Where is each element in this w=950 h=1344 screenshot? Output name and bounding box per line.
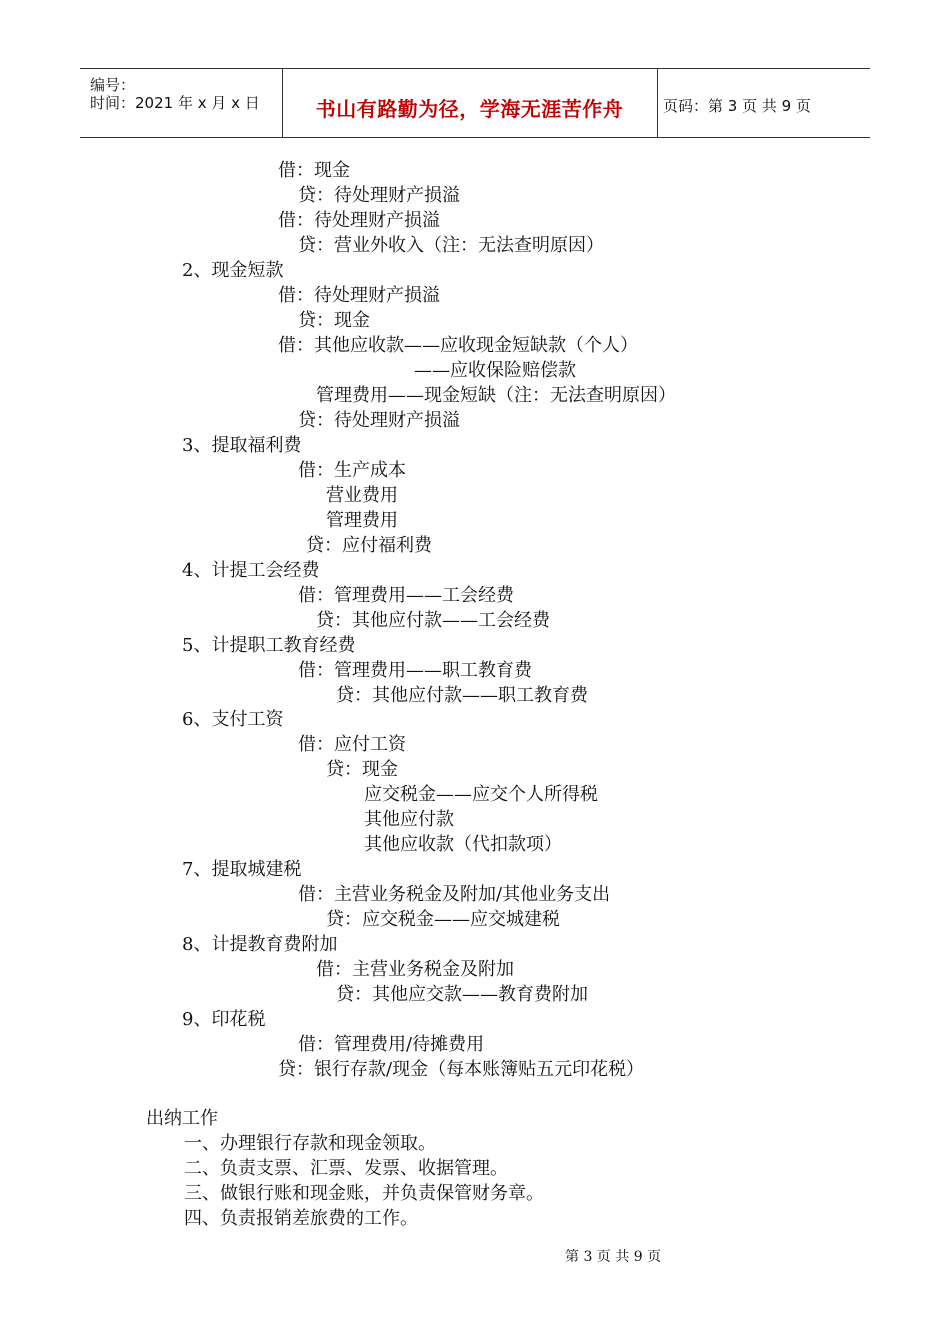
entry-debit: 借：待处理财产损溢 (278, 210, 440, 231)
section-heading: 4、计提工会经费 (182, 560, 320, 581)
entry-debit: 借：其他应收款——应收现金短缺款（个人） (278, 335, 638, 356)
entry-credit: 贷：现金 (326, 759, 398, 780)
entry-account: 应交税金——应交个人所得税 (364, 784, 598, 805)
header-middle-cell (282, 69, 658, 137)
entry-debit: 借：管理费用——职工教育费 (298, 660, 532, 681)
header-motto: 书山有路勤为径，学海无涯苦作舟 (315, 97, 624, 121)
entry-credit: 贷：其他应交款——教育费附加 (336, 984, 588, 1005)
entry-account: 管理费用——现金短缺（注：无法查明原因） (316, 385, 676, 406)
entry-credit: 贷：其他应付款——工会经费 (316, 610, 550, 631)
section-heading: 3、提取福利费 (182, 435, 302, 456)
cashier-duties-title: 出纳工作 (146, 1108, 218, 1129)
cashier-duty-item: 一、办理银行存款和现金领取。 (184, 1133, 436, 1154)
entry-account: 营业费用 (326, 485, 398, 506)
section-heading: 9、印花税 (182, 1009, 266, 1030)
page-footer: 第 3 页 共 9 页 (565, 1249, 662, 1265)
entry-debit: 借：待处理财产损溢 (278, 285, 440, 306)
entry-debit: 借：应付工资 (298, 734, 406, 755)
entry-debit: 借：生产成本 (298, 460, 406, 481)
page-header (80, 68, 870, 138)
document-date-label: 时间：2021 年 x 月 x 日 (90, 94, 260, 112)
entry-credit: 贷：银行存款/现金（每本账簿贴五元印花税） (278, 1059, 645, 1080)
cashier-duty-item: 二、负责支票、汇票、发票、收据管理。 (184, 1158, 508, 1179)
entry-debit: 借：管理费用——工会经费 (298, 585, 514, 606)
section-heading: 8、计提教育费附加 (182, 934, 338, 955)
entry-account: 其他应付款 (364, 809, 454, 830)
cashier-duty-item: 四、负责报销差旅费的工作。 (184, 1208, 418, 1229)
entry-account: 管理费用 (326, 510, 398, 531)
entry-sub-account: ——应收保险赔偿款 (414, 360, 576, 381)
entry-credit: 贷：营业外收入（注：无法查明原因） (298, 235, 604, 256)
header-page-number: 页码：第 3 页 共 9 页 (663, 97, 811, 115)
entry-account: 其他应收款（代扣款项） (364, 834, 562, 855)
entry-debit: 借：现金 (278, 160, 350, 181)
entry-credit: 贷：应付福利费 (306, 535, 432, 556)
entry-debit: 借：管理费用/待摊费用 (298, 1034, 485, 1055)
entry-credit: 贷：应交税金——应交城建税 (326, 909, 560, 930)
header-right-cell (657, 69, 870, 137)
document-number-label: 编号： (90, 76, 136, 94)
entry-debit: 借：主营业务税金及附加 (316, 959, 514, 980)
entry-credit: 贷：待处理财产损溢 (298, 410, 460, 431)
section-heading: 7、提取城建税 (182, 859, 302, 880)
cashier-duty-item: 三、做银行账和现金账，并负责保管财务章。 (184, 1183, 544, 1204)
entry-credit: 贷：其他应付款——职工教育费 (336, 685, 588, 706)
section-heading: 6、支付工资 (182, 709, 284, 730)
entry-debit: 借：主营业务税金及附加/其他业务支出 (298, 884, 611, 905)
section-heading: 2、现金短款 (182, 260, 284, 281)
header-left-cell (80, 69, 283, 137)
section-heading: 5、计提职工教育经费 (182, 635, 356, 656)
entry-credit: 贷：待处理财产损溢 (298, 185, 460, 206)
entry-credit: 贷：现金 (298, 310, 370, 331)
